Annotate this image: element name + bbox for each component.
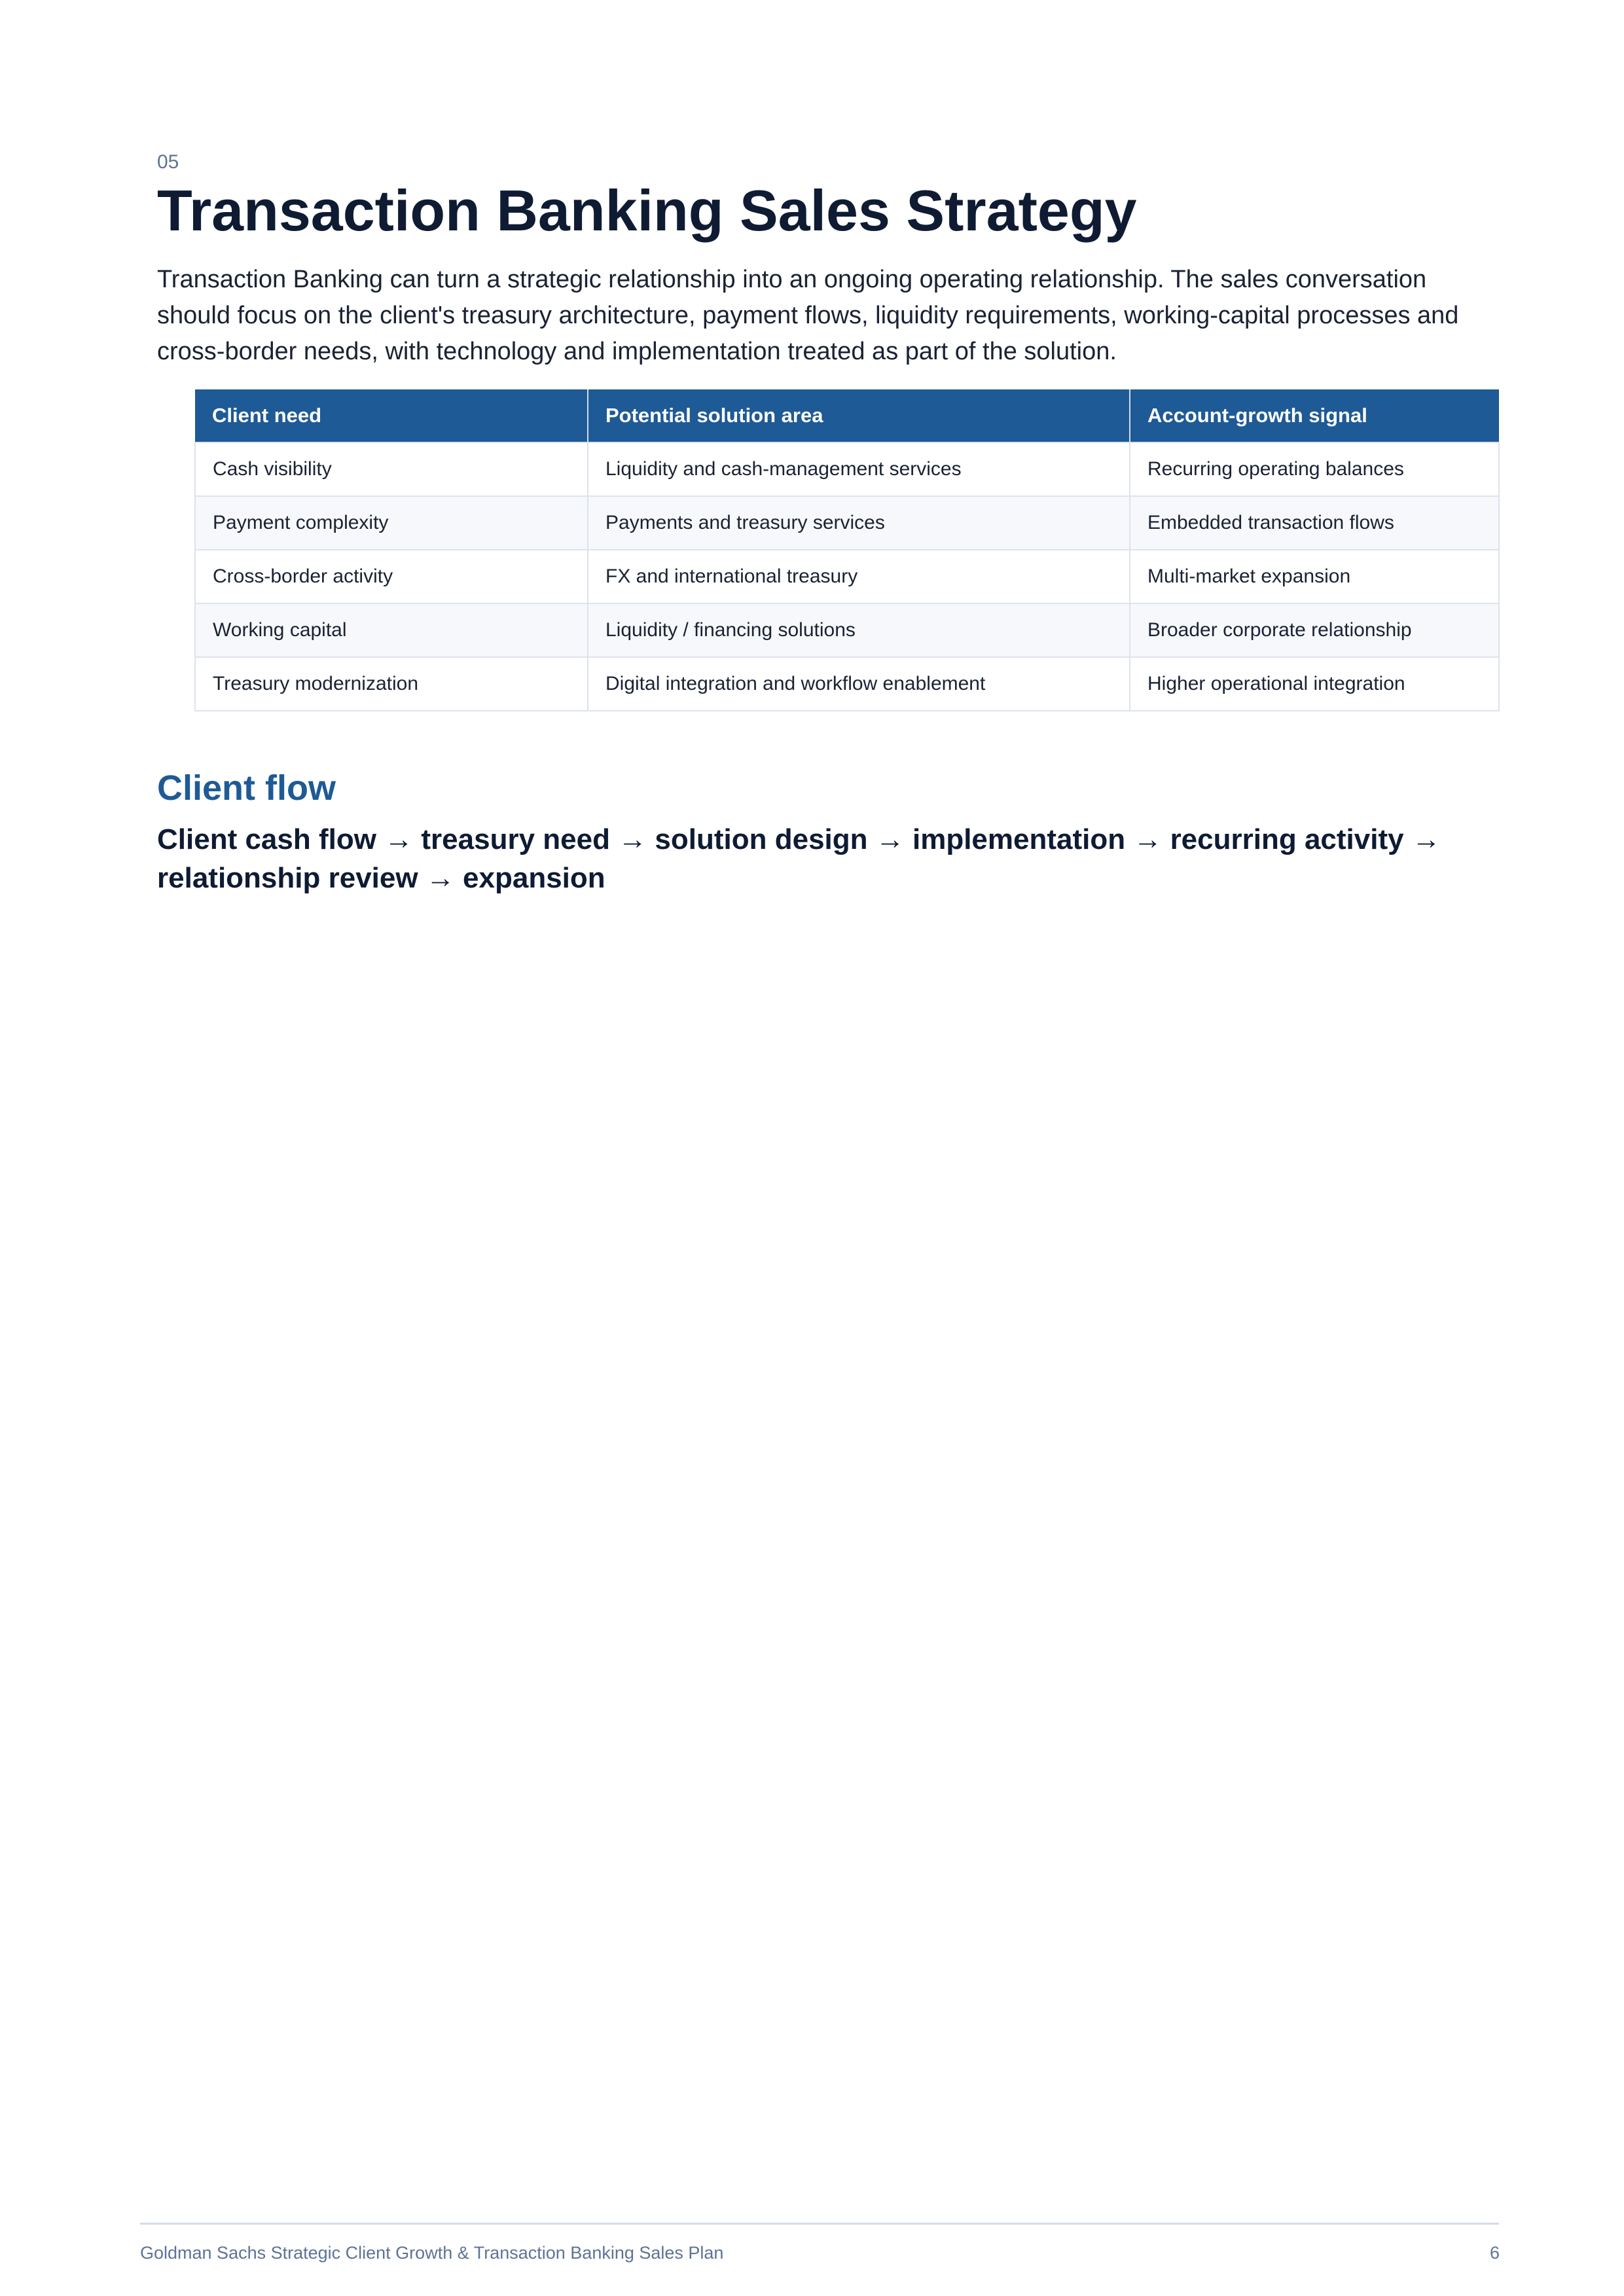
strategy-table-container bbox=[194, 389, 1445, 711]
column-header-client-need: Client need bbox=[195, 389, 588, 442]
strategy-table bbox=[194, 389, 1500, 711]
table-cell: Cash visibility bbox=[195, 442, 588, 496]
table-cell: Broader corporate relationship bbox=[1130, 603, 1499, 657]
page-title: Transaction Banking Sales Strategy bbox=[157, 178, 1137, 243]
table-cell: Payment complexity bbox=[195, 496, 588, 550]
table-cell: Cross-border activity bbox=[195, 550, 588, 603]
intro-paragraph: Transaction Banking can turn a strategic relationship into an ongoing operating relationship. The sales conversation should focus on the client's treasury architecture, payment flows, liquidity requirements, working-capital processes and cross-border needs, with technology and implementation treated as part of the solution. bbox=[157, 266, 1459, 365]
table-cell: Treasury modernization bbox=[195, 657, 588, 711]
table-cell: Working capital bbox=[195, 603, 588, 657]
table-cell: Liquidity and cash-management services bbox=[588, 442, 1130, 496]
table-cell: FX and international treasury bbox=[588, 550, 1130, 603]
table-row bbox=[195, 442, 1499, 496]
section-number: 05 bbox=[157, 151, 179, 173]
table-cell: Embedded transaction flows bbox=[1130, 496, 1499, 550]
column-header-growth-signal: Account-growth signal bbox=[1130, 389, 1499, 442]
footer-divider bbox=[140, 2223, 1499, 2225]
page-content bbox=[157, 149, 1466, 897]
table-row bbox=[195, 657, 1499, 711]
client-flow-sequence: Client cash flow → treasury need → solution design → implementation → recurring activity → relationship review → expansion bbox=[157, 823, 1441, 894]
client-flow-heading: Client flow bbox=[157, 768, 336, 808]
table-row bbox=[195, 603, 1499, 657]
table-cell: Multi-market expansion bbox=[1130, 550, 1499, 603]
footer-page-number: 6 bbox=[1489, 2243, 1500, 2263]
table-cell: Digital integration and workflow enablement bbox=[588, 657, 1130, 711]
table-cell: Recurring operating balances bbox=[1130, 442, 1499, 496]
footer-document-title: Goldman Sachs Strategic Client Growth & Transaction Banking Sales Plan bbox=[140, 2243, 724, 2263]
table-cell: Higher operational integration bbox=[1130, 657, 1499, 711]
table-row bbox=[195, 496, 1499, 550]
column-header-solution-area: Potential solution area bbox=[588, 389, 1130, 442]
table-cell: Payments and treasury services bbox=[588, 496, 1130, 550]
table-header-row bbox=[195, 389, 1499, 442]
table-row bbox=[195, 550, 1499, 603]
table-cell: Liquidity / financing solutions bbox=[588, 603, 1130, 657]
